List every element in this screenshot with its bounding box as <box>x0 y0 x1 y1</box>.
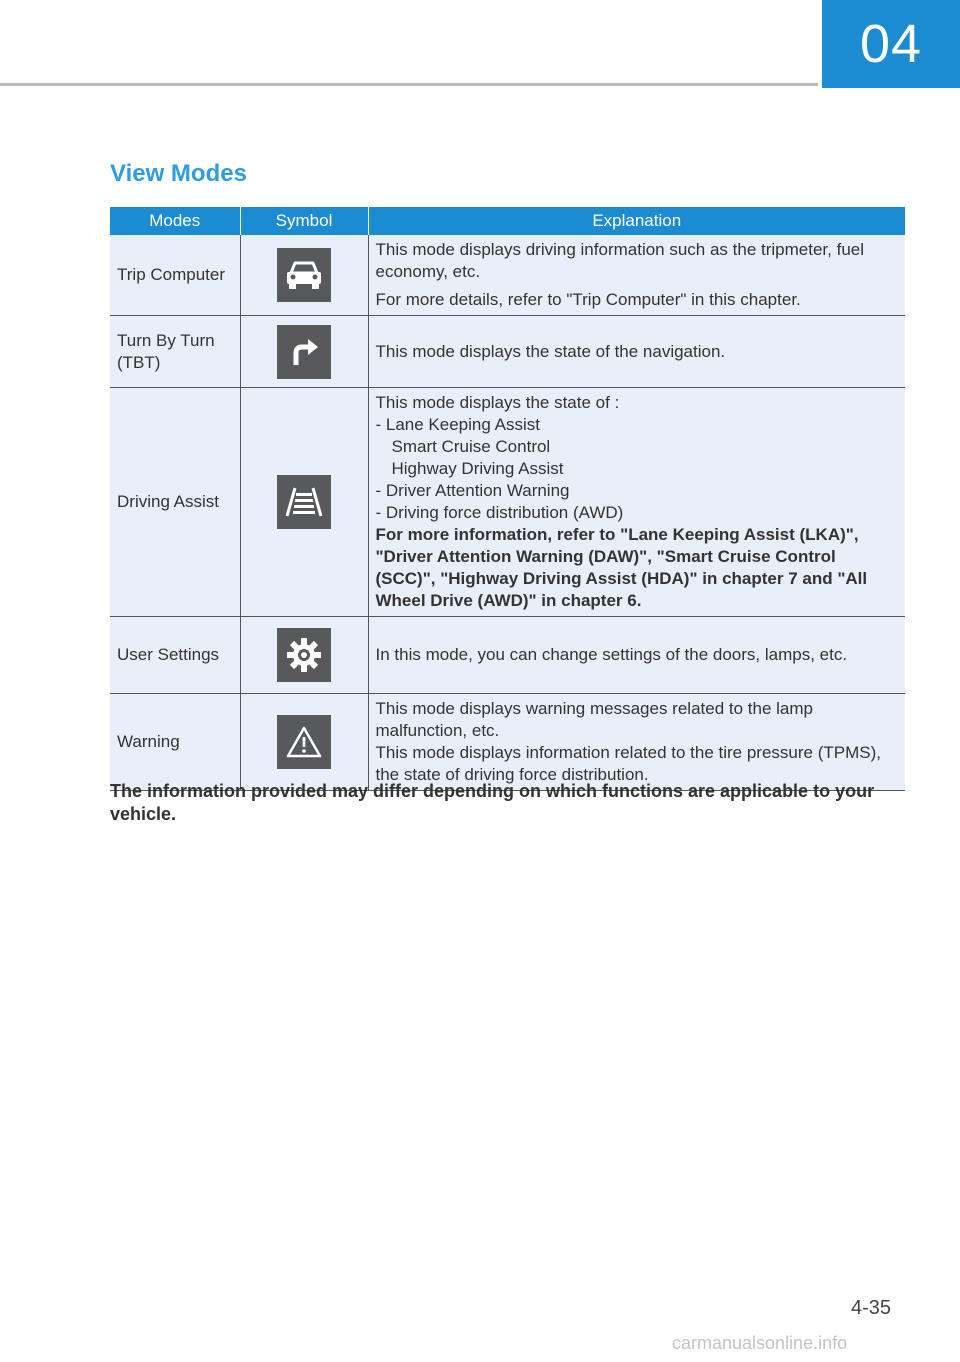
mode-name: Turn By Turn (TBT) <box>110 316 240 388</box>
symbol-cell <box>240 235 368 316</box>
explanation-cell <box>368 235 905 316</box>
column-header-symbol: Symbol <box>240 207 368 235</box>
table-row <box>110 235 905 316</box>
chapter-tab <box>822 0 960 88</box>
view-modes-table <box>110 207 905 791</box>
mode-name: User Settings <box>110 617 240 694</box>
warning-triangle-icon <box>277 715 331 769</box>
mode-name: Warning <box>110 694 240 791</box>
page-number: 4-35 <box>851 1297 892 1319</box>
table-row <box>110 388 905 617</box>
explanation-line: - Driver Attention Warning <box>375 481 570 500</box>
explanation-line: - Lane Keeping Assist <box>375 415 540 434</box>
explanation-line: Highway Driving Assist <box>391 459 564 478</box>
column-header-modes: Modes <box>110 207 240 235</box>
explanation-line: This mode displays driving information such as the tripmeter, fuel economy, etc. <box>375 240 865 281</box>
symbol-cell <box>240 694 368 791</box>
table-header-row <box>110 207 905 235</box>
table-row <box>110 617 905 694</box>
mode-name: Driving Assist <box>110 388 240 617</box>
explanation-cell <box>368 388 905 617</box>
section-title: View Modes <box>110 160 247 187</box>
header-rule <box>0 83 818 86</box>
gear-icon <box>277 628 331 682</box>
explanation-cell <box>368 617 905 694</box>
table-row <box>110 316 905 388</box>
table-row <box>110 694 905 791</box>
explanation-line: Smart Cruise Control <box>391 437 551 456</box>
turn-right-arrow-icon <box>277 325 331 379</box>
explanation-cell <box>368 316 905 388</box>
explanation-reference: For more information, refer to "Lane Keeping Assist (LKA)", "Driver Attention Warning (DAW)", "Smart Cruise Control (SCC)", "Highway Driving Assist (HDA)" in chapter 7 and "All Wheel Drive (AWD)" in chapter 6. <box>375 525 868 610</box>
explanation-line: This mode displays the state of : <box>375 393 620 412</box>
explanation-cell <box>368 694 905 791</box>
chapter-number: 04 <box>859 14 923 74</box>
explanation-line: This mode displays the state of the navigation. <box>375 341 726 361</box>
explanation-line: This mode displays warning messages related to the lamp malfunction, etc. <box>375 699 813 740</box>
column-header-explanation: Explanation <box>368 207 905 235</box>
explanation-line: For more details, refer to "Trip Computer" in this chapter. <box>375 290 801 309</box>
mode-name: Trip Computer <box>110 235 240 316</box>
lane-assist-icon <box>277 475 331 529</box>
symbol-cell <box>240 617 368 694</box>
footnote: The information provided may differ depending on which functions are applicable to your vehicle. <box>110 781 875 824</box>
explanation-line: This mode displays information related to the tire pressure (TPMS), the state of driving force distribution. <box>375 743 881 784</box>
symbol-cell <box>240 388 368 617</box>
explanation-line: - Driving force distribution (AWD) <box>375 503 624 522</box>
symbol-cell <box>240 316 368 388</box>
explanation-line: In this mode, you can change settings of the doors, lamps, etc. <box>375 645 848 664</box>
watermark: carmanualsonline.info <box>672 1333 848 1353</box>
car-icon <box>277 248 331 302</box>
